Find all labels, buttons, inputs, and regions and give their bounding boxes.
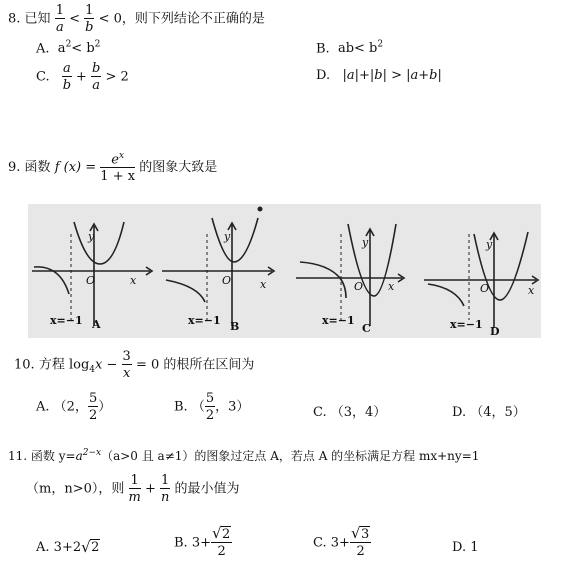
q9-function-fraction: $\frac{e^x}{1 + x}$ [100, 151, 136, 185]
q11-stem-line1: 11. 函数 $y=a^{2-x}(a>0$ 且 a≠1）的图象过定点 A，若点 A 的坐标满足方程 mx+ny=1 [8, 448, 480, 463]
graph-a-y-label: y [88, 230, 95, 243]
graph-b-origin: O [222, 274, 232, 287]
q11-option-a: A. 3+2 √ 2 [36, 538, 100, 556]
graph-d [424, 232, 538, 328]
graph-a-origin: O [86, 274, 96, 287]
q11-option-b: B. 3+ √ 2 2 [174, 524, 231, 559]
q8-option-b: B. $ab< b^2$ [316, 40, 384, 57]
graph-c-asymptote: x=−1 [322, 314, 355, 327]
graph-c [296, 224, 404, 326]
graph-b-x-label: x [260, 278, 267, 291]
graph-d-asymptote: x=−1 [450, 318, 483, 331]
graph-c-origin: O [354, 280, 364, 293]
q8-number: 8. [8, 11, 21, 27]
q10-option-a: A. （2， $\frac{5}{2}$ ） [36, 391, 112, 423]
graph-b-y-label: y [224, 230, 231, 243]
graph-d-x-label: x [528, 284, 535, 297]
q10-option-c: C. （3，4） [313, 405, 387, 420]
q8-option-a: A. $a^2< b^2$ [36, 40, 101, 57]
q11-number: 11. [8, 449, 28, 463]
q11-option-c: C. 3+ √ 3 2 [313, 524, 370, 559]
q10-number: 10. [14, 357, 35, 373]
q10-stem: 10. 方程 $\log_4x$ − $\frac{3}{x}$ = 0 的根所在区间为 [14, 349, 255, 381]
q8-option-c: C. $\frac{a}{b}$ + $\frac{b}{a}$ > 2 [36, 61, 129, 93]
q8-frac-1a: $\frac{1}{a}$ [55, 3, 64, 35]
q8-tail: < 0，则下列结论不正确的是 [98, 11, 265, 27]
q11-stem-line2: （m，n>0），则 $\frac{1}{m}$ + $\frac{1}{n}$ 的最小值为 [26, 473, 240, 505]
graph-c-y-label: y [362, 236, 369, 249]
q8-option-d: D. |a|+|b| > |a+b| [316, 68, 442, 83]
q8-frac-1b: $\frac{1}{b}$ [85, 3, 94, 35]
graph-c-letter: C [362, 322, 371, 335]
q9-graph-options-image [28, 204, 541, 338]
graph-d-y-label: y [486, 238, 493, 251]
graph-d-letter: D [490, 325, 500, 338]
graph-a-x-label: x [130, 274, 137, 287]
q9-number: 9. [8, 160, 21, 176]
graph-b-asymptote: x=−1 [188, 314, 221, 327]
graph-b-letter: B [230, 320, 240, 333]
graph-a-letter: A [92, 318, 101, 331]
q10-option-b: B. （ $\frac{5}{2}$ ，3） [174, 391, 250, 423]
graph-c-x-label: x [388, 280, 395, 293]
q10-option-d: D. （4，5） [452, 405, 526, 420]
q8-prefix: 已知 [24, 11, 51, 27]
graph-a-asymptote: x=−1 [50, 314, 83, 327]
q8-stem: 8. 已知 $\frac{1}{a}$ < $\frac{1}{b}$ < 0，则下列结论不正确的是 [8, 3, 265, 35]
q9-stem: 9. 函数 f (x) = $\frac{e^x}{1 + x}$ 的图象大致是 [8, 151, 218, 185]
graph-b [162, 218, 274, 326]
graph-d-origin: O [480, 282, 490, 295]
q11-option-d: D. 1 [452, 540, 479, 555]
